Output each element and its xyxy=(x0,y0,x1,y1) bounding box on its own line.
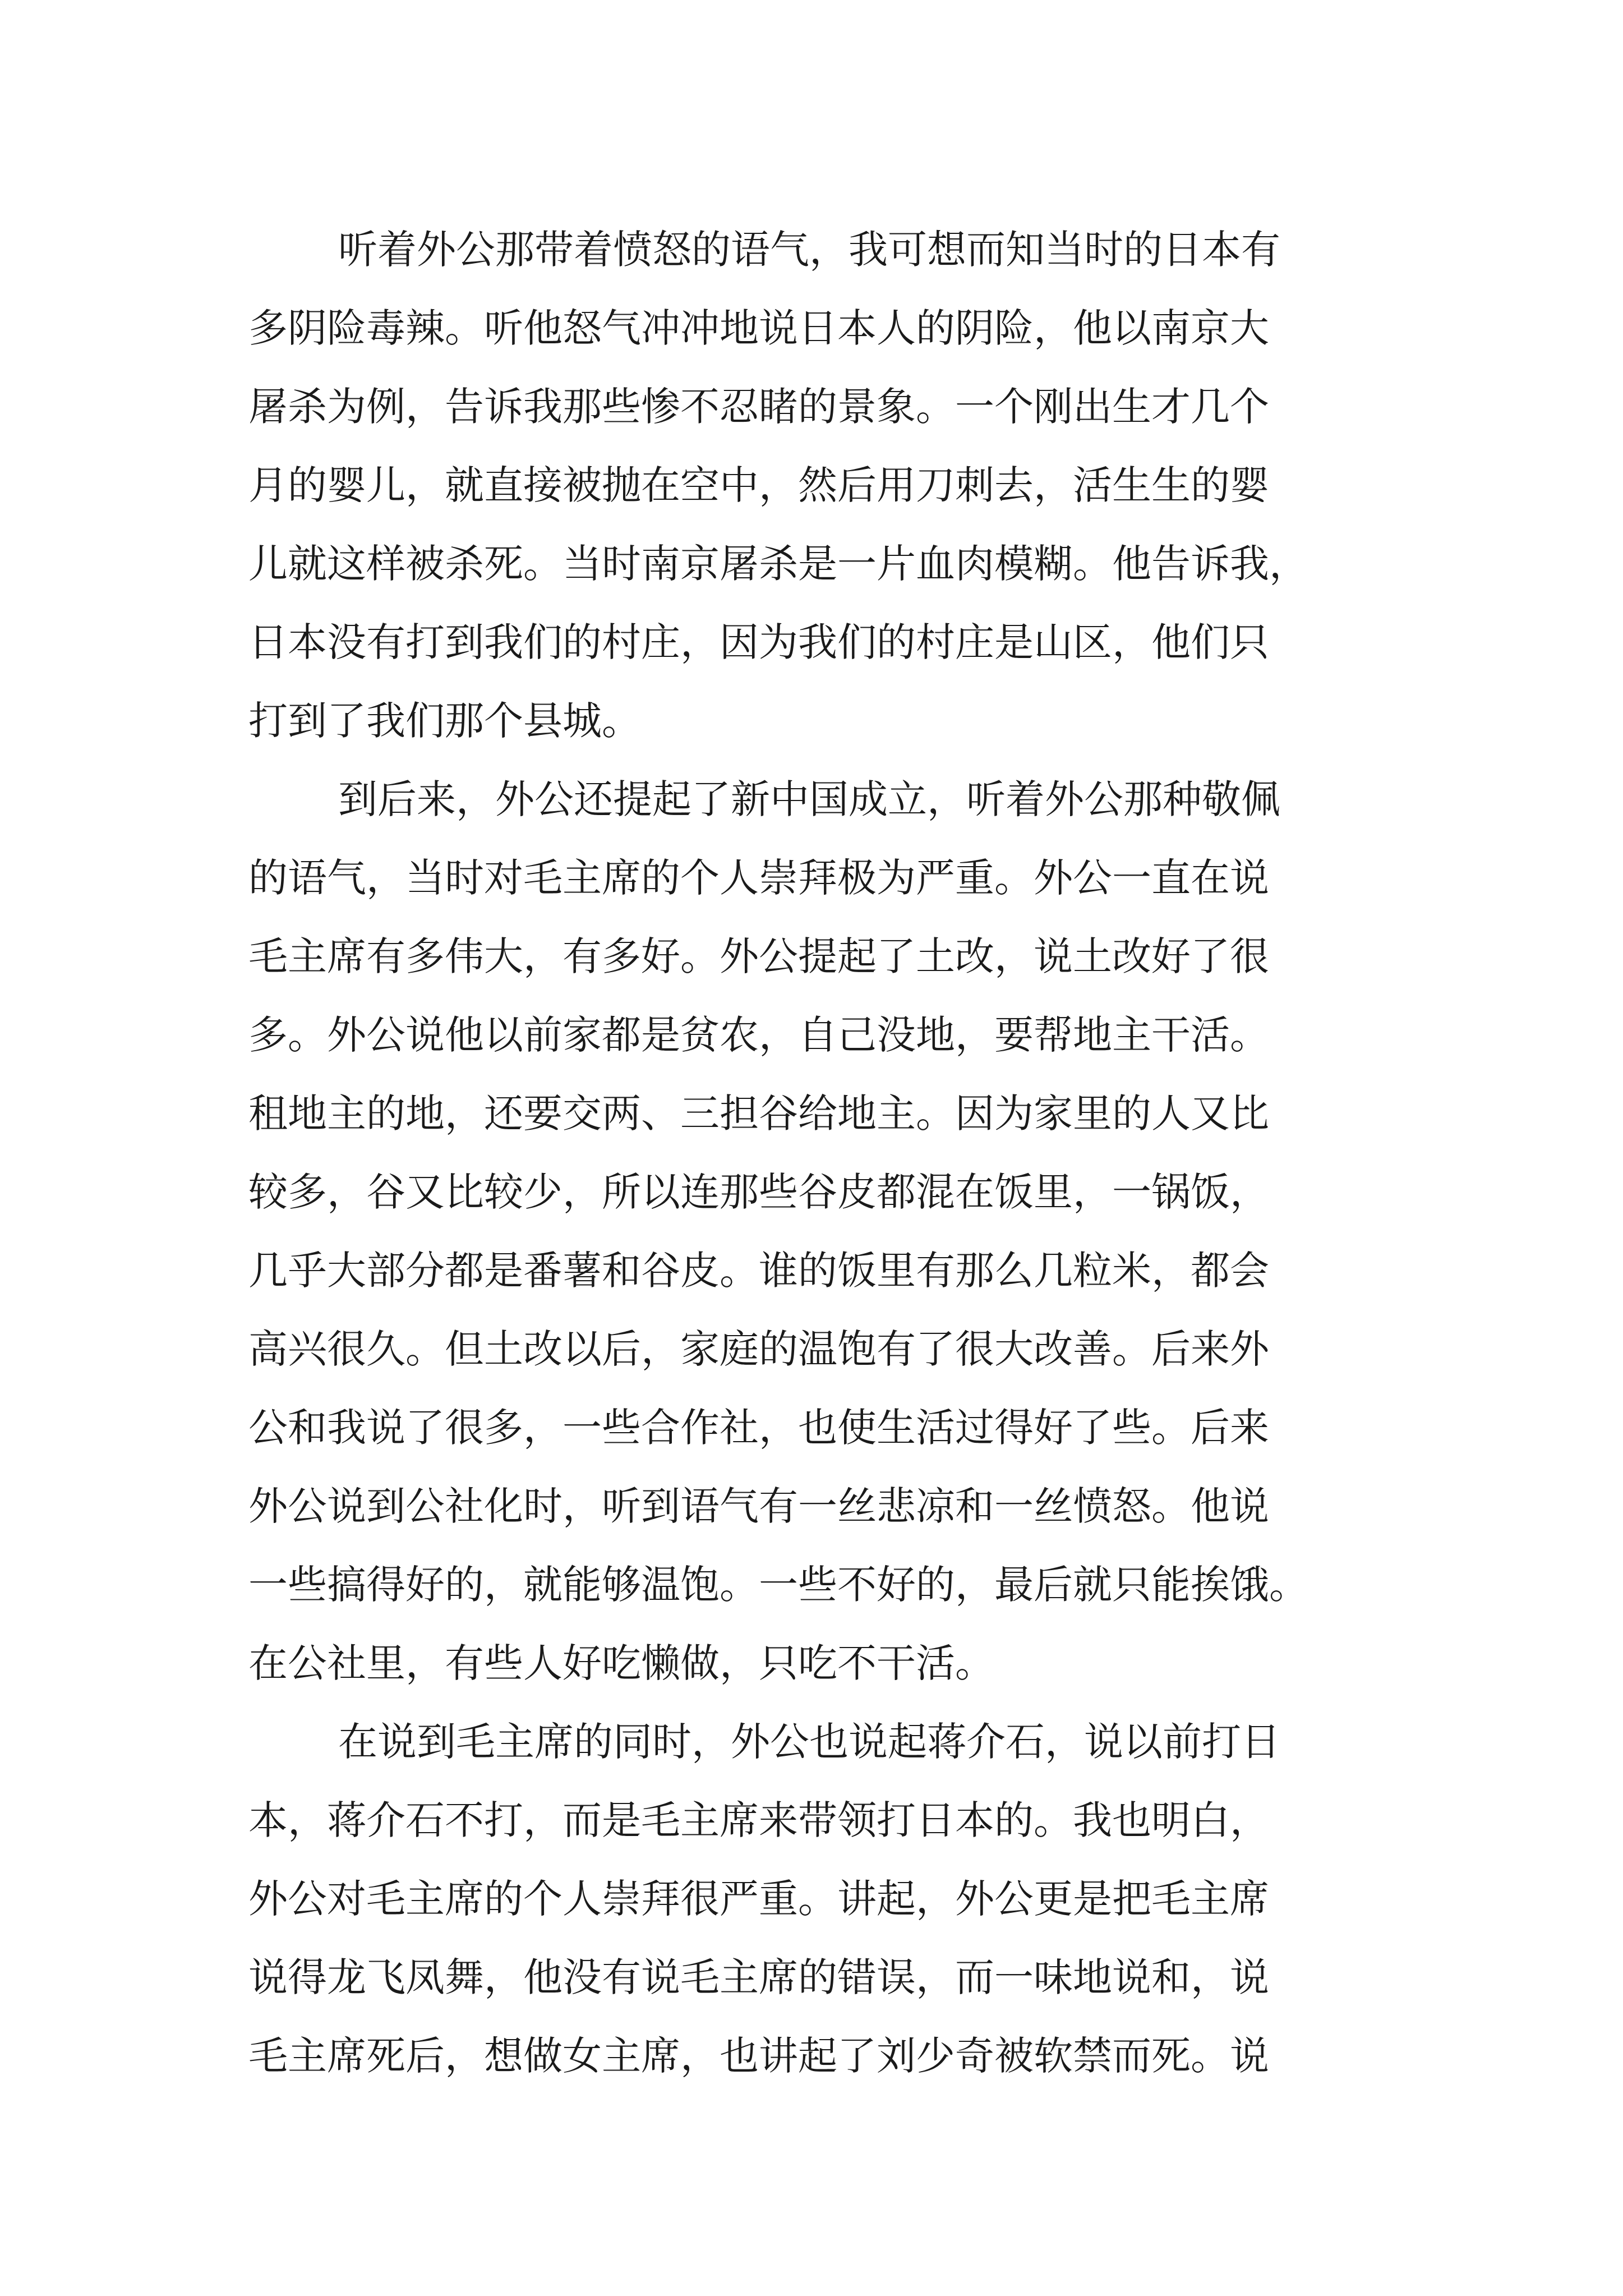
paragraph-1-line-7: 打到了我们那个县城。 xyxy=(248,698,641,744)
paragraph-2-line-2: 的语气，当时对毛主席的个人崇拜极为严重。外公一直在说 xyxy=(248,855,1269,901)
paragraph-2-line-12: 在公社里，有些人好吃懒做，只吃不干活。 xyxy=(248,1640,994,1686)
paragraph-2-line-4: 多。外公说他以前家都是贫农，自己没地，要帮地主干活。 xyxy=(248,1012,1269,1058)
paragraph-1-line-3: 屠杀为例，告诉我那些惨不忍睹的景象。一个刚出生才几个 xyxy=(248,384,1269,430)
paragraph-2-line-11: 一些搞得好的，就能够温饱。一些不好的，最后就只能挨饿。 xyxy=(248,1562,1308,1608)
paragraph-3-line-5: 毛主席死后，想做女主席，也讲起了刘少奇被软禁而死。说 xyxy=(248,2033,1269,2079)
paragraph-2-line-8: 高兴很久。但土改以后，家庭的温饱有了很大改善。后来外 xyxy=(248,1326,1269,1372)
paragraph-2-line-5: 租地主的地，还要交两、三担谷给地主。因为家里的人又比 xyxy=(248,1091,1269,1137)
paragraph-2-line-9: 公和我说了很多，一些合作社，也使生活过得好了些。后来 xyxy=(248,1405,1269,1451)
paragraph-2-line-10: 外公说到公社化时，听到语气有一丝悲凉和一丝愤怒。他说 xyxy=(248,1483,1269,1529)
paragraph-3-line-1: 在说到毛主席的同时，外公也说起蒋介石，说以前打日 xyxy=(338,1719,1280,1765)
paragraph-2-line-3: 毛主席有多伟大，有多好。外公提起了土改，说土改好了很 xyxy=(248,933,1269,979)
paragraph-1-line-2: 多阴险毒辣。听他怒气冲冲地说日本人的阴险，他以南京大 xyxy=(248,305,1269,351)
paragraph-2-line-6: 较多，谷又比较少，所以连那些谷皮都混在饭里，一锅饭， xyxy=(248,1169,1269,1215)
paragraph-1-line-4: 月的婴儿，就直接被抛在空中，然后用刀刺去，活生生的婴 xyxy=(248,462,1269,508)
paragraph-3-line-2: 本，蒋介石不打，而是毛主席来带领打日本的。我也明白， xyxy=(248,1797,1269,1843)
paragraph-1-line-6: 日本没有打到我们的村庄，因为我们的村庄是山区，他们只 xyxy=(248,619,1269,665)
paragraph-3-line-3: 外公对毛主席的个人崇拜很严重。讲起，外公更是把毛主席 xyxy=(248,1876,1269,1922)
paragraph-2-line-7: 几乎大部分都是番薯和谷皮。谁的饭里有那么几粒米，都会 xyxy=(248,1248,1269,1294)
paragraph-3-line-4: 说得龙飞凤舞，他没有说毛主席的错误，而一味地说和，说 xyxy=(248,1954,1269,2000)
paragraph-2-line-1: 到后来，外公还提起了新中国成立，听着外公那种敬佩 xyxy=(338,776,1280,822)
paragraph-1-line-1: 听着外公那带着愤怒的语气，我可想而知当时的日本有 xyxy=(338,227,1280,273)
paragraph-1-line-5: 儿就这样被杀死。当时南京屠杀是一片血肉模糊。他告诉我， xyxy=(248,541,1308,587)
